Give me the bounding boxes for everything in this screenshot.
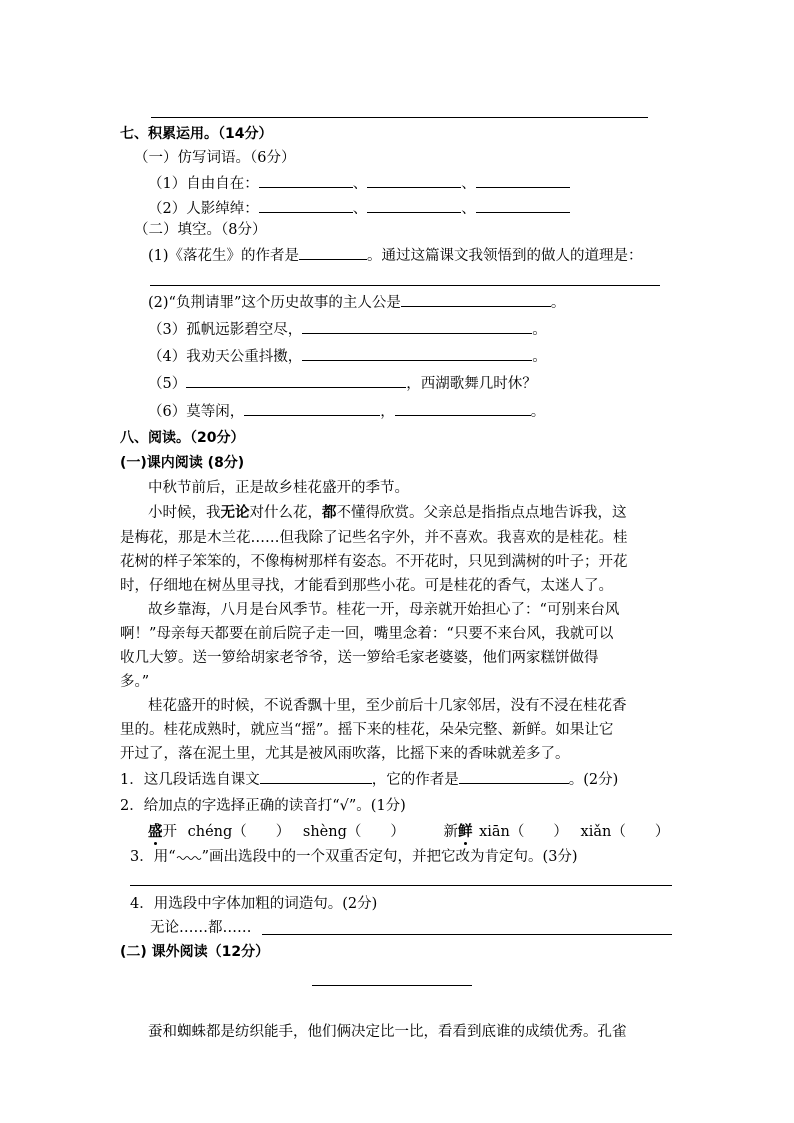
fill-item-6 bbox=[148, 401, 545, 422]
answer-blank[interactable] bbox=[459, 769, 569, 784]
fill-item-1 bbox=[148, 245, 643, 266]
question-1 bbox=[120, 769, 618, 790]
answer-line[interactable] bbox=[130, 885, 672, 886]
pinyin-option[interactable]: chéng（ ） bbox=[187, 824, 291, 840]
passage-p4-l1: 桂花盛开的时候，不说香飘十里，至少前后十几家邻居，没有不浸在桂花香 bbox=[148, 698, 627, 714]
answer-blank[interactable] bbox=[259, 198, 353, 213]
fill-item-4 bbox=[148, 346, 547, 367]
extra-passage-l1: 蚕和蜘蛛都是纺织能手，他们俩决定比一比，看看到底谁的成绩优秀。孔雀 bbox=[148, 1024, 627, 1040]
question-4: 4．用选段中字体加粗的词造句。(2分) bbox=[130, 896, 378, 912]
text: ，它的作者是 bbox=[371, 772, 459, 788]
answer-blank[interactable] bbox=[186, 373, 406, 388]
pinyin-option[interactable]: shèng（ ） bbox=[302, 824, 405, 840]
answer-blank[interactable] bbox=[367, 173, 461, 188]
passage-p2-l1 bbox=[148, 503, 627, 523]
period: 。 bbox=[530, 404, 546, 420]
wavy-line-icon bbox=[176, 853, 202, 861]
text: 小时候，我 bbox=[148, 505, 221, 521]
answer-blank[interactable] bbox=[302, 346, 532, 361]
fill-item-6-text: （6）莫等闲， bbox=[148, 404, 245, 420]
fill-item-1-text-b: 。通过这篇课文我领悟到的做人的道理是： bbox=[367, 248, 643, 264]
passage-p3-l4: 多。” bbox=[120, 674, 150, 690]
answer-blank[interactable] bbox=[401, 292, 551, 307]
imitate-item-1-label: （1）自由自在： bbox=[148, 176, 259, 192]
dotted-char-sheng: 盛 bbox=[148, 823, 163, 840]
answer-blank[interactable] bbox=[260, 769, 372, 784]
text: 新 bbox=[443, 824, 458, 840]
bold-word-dou: 都 bbox=[322, 504, 337, 521]
sentence-prompt: 无论……都…… bbox=[150, 920, 252, 936]
answer-line-top bbox=[151, 117, 648, 118]
text: 对什么花， bbox=[249, 505, 322, 521]
passage-p3-l1: 故乡靠海，八月是台风季节。桂花一开，母亲就开始担心了：“可别来台风 bbox=[148, 602, 620, 618]
passage-p4-l2: 里的。桂花成熟时，就应当“摇”。摇下来的桂花，朵朵完整、新鲜。如果让它 bbox=[120, 722, 614, 738]
text: 开 bbox=[162, 824, 177, 840]
separator: 、 bbox=[352, 176, 368, 192]
question-2: 2．给加点的字选择正确的读音打“√”。(1分) bbox=[120, 798, 406, 814]
dotted-char-xian: 鲜 bbox=[457, 823, 473, 840]
bold-word-wulun: 无论 bbox=[220, 504, 250, 521]
answer-blank[interactable] bbox=[302, 319, 532, 334]
answer-blank[interactable] bbox=[476, 173, 570, 188]
pinyin-option[interactable]: xiān（ ） bbox=[479, 824, 568, 840]
text: ”画出选段中的一个双重否定句，并把它改为肯定句。(3分) bbox=[201, 849, 578, 865]
passage-p4-l3: 开过了，落在泥土里，尤其是被风雨吹落，比摇下来的香味就差多了。 bbox=[120, 746, 570, 762]
part-2-title: （二）填空。（8分） bbox=[134, 222, 267, 238]
answer-blank[interactable] bbox=[299, 245, 367, 260]
section-8-title: 八、阅读。（20分） bbox=[120, 430, 245, 446]
passage-p1: 中秋节前后，正是故乡桂花盛开的季节。 bbox=[148, 480, 409, 496]
passage-p2-l2: 是梅花，那是木兰花……但我除了记些名字外，并不喜欢。我喜欢的是桂花。桂 bbox=[120, 530, 628, 546]
question-3 bbox=[130, 847, 578, 867]
period: 。 bbox=[550, 295, 566, 311]
imitate-item-1 bbox=[148, 173, 570, 194]
text: 1．这几段话选自课文 bbox=[120, 772, 260, 788]
period: 。 bbox=[532, 349, 547, 365]
answer-line[interactable] bbox=[150, 285, 660, 286]
period: 。 bbox=[532, 322, 547, 338]
answer-blank[interactable] bbox=[476, 198, 570, 213]
answer-blank[interactable] bbox=[367, 198, 461, 213]
question-4-answer bbox=[150, 918, 252, 938]
comma: ， bbox=[380, 404, 395, 420]
fill-item-5 bbox=[148, 373, 537, 394]
answer-blank[interactable] bbox=[259, 173, 353, 188]
answer-blank[interactable] bbox=[244, 401, 380, 416]
title-blank-line[interactable] bbox=[312, 985, 472, 986]
fill-item-2 bbox=[148, 292, 565, 313]
separator: 、 bbox=[352, 201, 368, 217]
question-2-options bbox=[148, 822, 669, 842]
pinyin-option[interactable]: xiǎn（ ） bbox=[580, 824, 670, 840]
imitate-item-2 bbox=[148, 198, 570, 219]
fill-item-5-text: （5） bbox=[148, 376, 187, 392]
text: 。(2分) bbox=[568, 772, 619, 788]
text: 不懂得欣赏。父亲总是指指点点地告诉我，这 bbox=[336, 505, 627, 521]
fill-item-2-text: (2)“负荆请罪”这个历史故事的主人公是 bbox=[148, 295, 401, 311]
part-2-title: (二) 课外阅读（12分） bbox=[120, 944, 270, 960]
part-1-title: (一)课内阅读 (8分) bbox=[120, 455, 245, 471]
separator: 、 bbox=[461, 201, 476, 217]
fill-item-3 bbox=[148, 319, 547, 340]
text: 3．用“ bbox=[130, 849, 176, 865]
fill-item-4-text: （4）我劝天公重抖擞， bbox=[148, 349, 303, 365]
separator: 、 bbox=[461, 176, 476, 192]
answer-blank[interactable] bbox=[395, 401, 531, 416]
passage-p2-l4: 时，仔细地在树丛里寻找，才能看到那些小花。可是桂花的香气，太迷人了。 bbox=[120, 578, 613, 594]
passage-p2-l3: 花树的样子笨笨的，不像梅树那样有姿态。不开花时，只见到满树的叶子；开花 bbox=[120, 554, 628, 570]
part-1-title: （一）仿写词语。（6分） bbox=[134, 150, 296, 166]
answer-line[interactable] bbox=[262, 934, 672, 935]
fill-item-5-text-b: ，西湖歌舞几时休？ bbox=[406, 376, 537, 392]
section-7-title: 七、积累运用。（14分） bbox=[120, 126, 273, 142]
fill-item-1-text: (1)《落花生》的作者是 bbox=[148, 248, 300, 264]
fill-item-3-text: （3）孤帆远影碧空尽， bbox=[148, 322, 303, 338]
imitate-item-2-label: （2）人影绰绰： bbox=[148, 201, 259, 217]
passage-p3-l3: 收几大箩。送一箩给胡家老爷爷，送一箩给毛家老婆婆，他们两家糕饼做得 bbox=[120, 650, 599, 666]
passage-p3-l2: 啊！”母亲每天都要在前后院子走一回，嘴里念着：“只要不来台风，我就可以 bbox=[120, 626, 614, 642]
